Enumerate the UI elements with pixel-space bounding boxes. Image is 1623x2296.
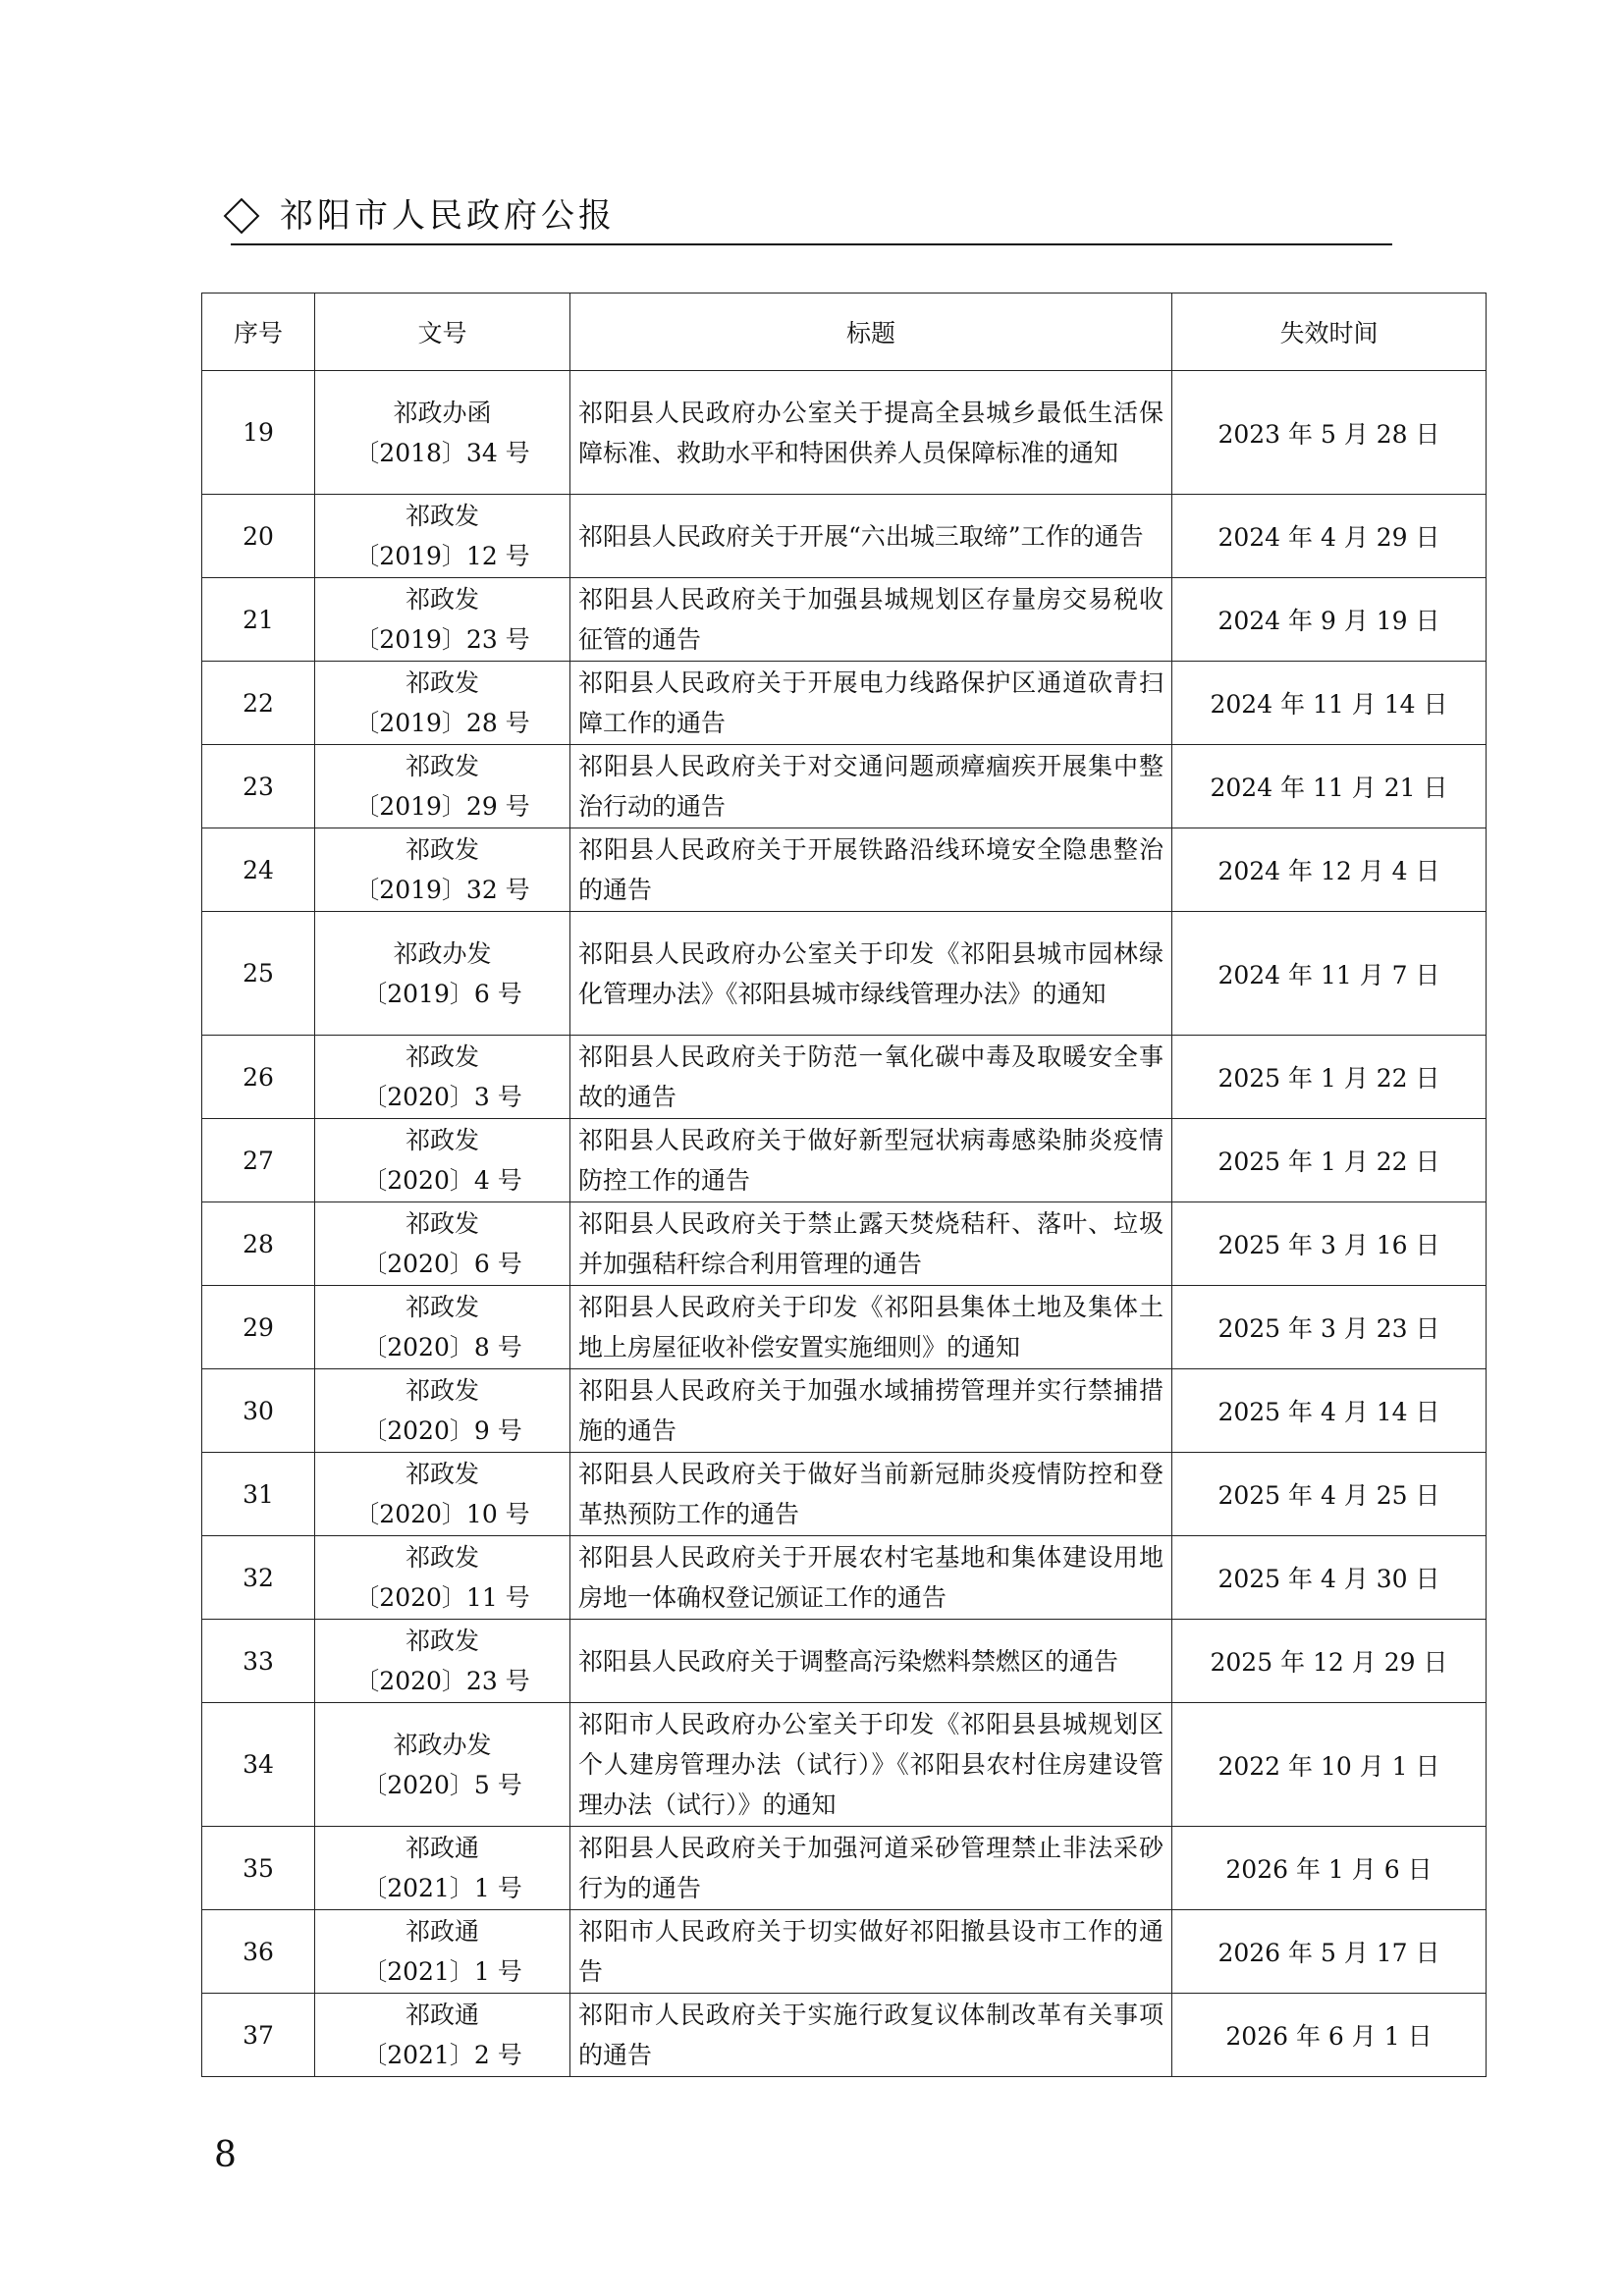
doc-number-prefix: 祁政发 — [405, 502, 479, 530]
cell-expiry-date: 2025 年 1 月 22 日 — [1172, 1036, 1487, 1119]
bulletin-header — [221, 192, 616, 240]
cell-index: 23 — [202, 745, 315, 828]
doc-number-prefix: 祁政发 — [405, 668, 479, 697]
cell-expiry-date: 2024 年 4 月 29 日 — [1172, 495, 1487, 578]
cell-doc-number — [315, 1453, 570, 1536]
doc-number-prefix: 祁政发 — [405, 835, 479, 864]
column-header-index: 序号 — [202, 294, 315, 371]
cell-doc-number — [315, 1119, 570, 1202]
table-row — [202, 1119, 1487, 1202]
cell-doc-number — [315, 495, 570, 578]
cell-index: 31 — [202, 1453, 315, 1536]
cell-doc-number — [315, 1202, 570, 1286]
doc-number-prefix: 祁政通 — [405, 2001, 479, 2029]
bulletin-title: 祁阳市人民政府公报 — [280, 196, 616, 236]
doc-number-prefix: 祁政发 — [405, 585, 479, 614]
doc-number-prefix: 祁政办发 — [393, 1730, 492, 1759]
cell-title: 祁阳县人民政府关于印发《祁阳县集体土地及集体土地上房屋征收补偿安置实施细则》的通知 — [570, 1286, 1172, 1369]
doc-number-serial: 〔2020〕8 号 — [362, 1333, 522, 1362]
cell-title: 祁阳市人民政府关于实施行政复议体制改革有关事项的通告 — [570, 1994, 1172, 2077]
cell-title: 祁阳市人民政府关于切实做好祁阳撤县设市工作的通告 — [570, 1910, 1172, 1994]
doc-number-prefix: 祁政通 — [405, 1834, 479, 1862]
cell-doc-number — [315, 1703, 570, 1827]
cell-index: 34 — [202, 1703, 315, 1827]
cell-doc-number — [315, 1620, 570, 1703]
doc-number-prefix: 祁政发 — [405, 1460, 479, 1488]
cell-doc-number — [315, 1286, 570, 1369]
doc-number-prefix: 祁政发 — [405, 1126, 479, 1154]
cell-expiry-date: 2024 年 11 月 21 日 — [1172, 745, 1487, 828]
cell-index: 19 — [202, 371, 315, 495]
doc-number-serial: 〔2021〕1 号 — [362, 1957, 522, 1986]
cell-index: 35 — [202, 1827, 315, 1910]
table-body — [202, 371, 1487, 2077]
cell-index: 30 — [202, 1369, 315, 1453]
table-row — [202, 1369, 1487, 1453]
cell-index: 25 — [202, 912, 315, 1036]
doc-number-serial: 〔2021〕1 号 — [362, 1874, 522, 1902]
doc-number-serial: 〔2019〕29 号 — [354, 792, 530, 821]
cell-expiry-date: 2024 年 11 月 14 日 — [1172, 662, 1487, 745]
column-header-doc-number: 文号 — [315, 294, 570, 371]
cell-expiry-date: 2022 年 10 月 1 日 — [1172, 1703, 1487, 1827]
table-row — [202, 828, 1487, 912]
cell-index: 24 — [202, 828, 315, 912]
cell-doc-number — [315, 371, 570, 495]
doc-number-serial: 〔2019〕12 号 — [354, 542, 530, 570]
table-row — [202, 495, 1487, 578]
expired-documents-table — [201, 293, 1487, 2077]
cell-title: 祁阳县人民政府关于开展电力线路保护区通道砍青扫障工作的通告 — [570, 662, 1172, 745]
doc-number-prefix: 祁政发 — [405, 1376, 479, 1405]
doc-number-serial: 〔2021〕2 号 — [362, 2041, 522, 2069]
cell-expiry-date: 2025 年 3 月 16 日 — [1172, 1202, 1487, 1286]
cell-expiry-date: 2026 年 6 月 1 日 — [1172, 1994, 1487, 2077]
table-row — [202, 1036, 1487, 1119]
cell-doc-number — [315, 1036, 570, 1119]
doc-number-serial: 〔2020〕11 号 — [354, 1583, 530, 1612]
doc-number-serial: 〔2020〕10 号 — [354, 1500, 530, 1528]
doc-number-serial: 〔2020〕5 号 — [362, 1770, 522, 1799]
doc-number-serial: 〔2020〕4 号 — [362, 1166, 522, 1195]
cell-expiry-date: 2024 年 9 月 19 日 — [1172, 578, 1487, 662]
cell-doc-number — [315, 662, 570, 745]
cell-expiry-date: 2026 年 1 月 6 日 — [1172, 1827, 1487, 1910]
table-row — [202, 1827, 1487, 1910]
header-rule — [231, 243, 1392, 245]
doc-number-prefix: 祁政发 — [405, 1293, 479, 1321]
doc-number-serial: 〔2018〕34 号 — [354, 438, 530, 467]
cell-expiry-date: 2025 年 12 月 29 日 — [1172, 1620, 1487, 1703]
cell-index: 27 — [202, 1119, 315, 1202]
table-row — [202, 1202, 1487, 1286]
table-row — [202, 1286, 1487, 1369]
cell-title: 祁阳县人民政府关于禁止露天焚烧秸秆、落叶、垃圾并加强秸秆综合利用管理的通告 — [570, 1202, 1172, 1286]
cell-title: 祁阳县人民政府关于加强河道采砂管理禁止非法采砂行为的通告 — [570, 1827, 1172, 1910]
table-row — [202, 662, 1487, 745]
table-row — [202, 1994, 1487, 2077]
cell-doc-number — [315, 1536, 570, 1620]
doc-number-serial: 〔2019〕28 号 — [354, 709, 530, 737]
doc-number-serial: 〔2020〕6 号 — [362, 1250, 522, 1278]
cell-expiry-date: 2025 年 4 月 30 日 — [1172, 1536, 1487, 1620]
cell-expiry-date: 2026 年 5 月 17 日 — [1172, 1910, 1487, 1994]
diamond-icon — [224, 198, 260, 235]
cell-index: 29 — [202, 1286, 315, 1369]
cell-title: 祁阳县人民政府办公室关于印发《祁阳县城市园林绿化管理办法》《祁阳县城市绿线管理办法》的通知 — [570, 912, 1172, 1036]
table-row — [202, 1536, 1487, 1620]
cell-doc-number — [315, 745, 570, 828]
cell-title: 祁阳市人民政府办公室关于印发《祁阳县县城规划区个人建房管理办法（试行）》《祁阳县农村住房建设管理办法（试行）》的通知 — [570, 1703, 1172, 1827]
cell-title: 祁阳县人民政府办公室关于提高全县城乡最低生活保障标准、救助水平和特困供养人员保障标准的通知 — [570, 371, 1172, 495]
cell-title: 祁阳县人民政府关于开展铁路沿线环境安全隐患整治的通告 — [570, 828, 1172, 912]
cell-index: 36 — [202, 1910, 315, 1994]
cell-expiry-date: 2025 年 3 月 23 日 — [1172, 1286, 1487, 1369]
cell-index: 26 — [202, 1036, 315, 1119]
cell-doc-number — [315, 912, 570, 1036]
cell-index: 37 — [202, 1994, 315, 2077]
cell-title: 祁阳县人民政府关于对交通问题顽瘴痼疾开展集中整治行动的通告 — [570, 745, 1172, 828]
cell-title: 祁阳县人民政府关于开展“六出城三取缔”工作的通告 — [570, 495, 1172, 578]
cell-index: 33 — [202, 1620, 315, 1703]
cell-doc-number — [315, 1369, 570, 1453]
doc-number-serial: 〔2020〕23 号 — [354, 1667, 530, 1695]
cell-title: 祁阳县人民政府关于做好当前新冠肺炎疫情防控和登革热预防工作的通告 — [570, 1453, 1172, 1536]
doc-number-serial: 〔2019〕6 号 — [362, 979, 522, 1008]
cell-title: 祁阳县人民政府关于开展农村宅基地和集体建设用地房地一体确权登记颁证工作的通告 — [570, 1536, 1172, 1620]
table-row — [202, 1703, 1487, 1827]
column-header-expiry: 失效时间 — [1172, 294, 1487, 371]
cell-title: 祁阳县人民政府关于加强水域捕捞管理并实行禁捕措施的通告 — [570, 1369, 1172, 1453]
cell-expiry-date: 2025 年 1 月 22 日 — [1172, 1119, 1487, 1202]
cell-index: 32 — [202, 1536, 315, 1620]
cell-doc-number — [315, 828, 570, 912]
cell-index: 22 — [202, 662, 315, 745]
doc-number-prefix: 祁政发 — [405, 752, 479, 780]
cell-doc-number — [315, 1910, 570, 1994]
doc-number-prefix: 祁政办函 — [393, 398, 492, 427]
table-row — [202, 745, 1487, 828]
cell-expiry-date: 2024 年 12 月 4 日 — [1172, 828, 1487, 912]
table-row — [202, 912, 1487, 1036]
cell-index: 20 — [202, 495, 315, 578]
table-row — [202, 1453, 1487, 1536]
doc-number-prefix: 祁政发 — [405, 1543, 479, 1572]
doc-number-prefix: 祁政发 — [405, 1627, 479, 1655]
table-header-row — [202, 294, 1487, 371]
cell-index: 28 — [202, 1202, 315, 1286]
cell-doc-number — [315, 1827, 570, 1910]
cell-expiry-date: 2023 年 5 月 28 日 — [1172, 371, 1487, 495]
table-row — [202, 1620, 1487, 1703]
doc-number-serial: 〔2020〕3 号 — [362, 1083, 522, 1111]
cell-expiry-date: 2025 年 4 月 25 日 — [1172, 1453, 1487, 1536]
doc-number-serial: 〔2020〕9 号 — [362, 1416, 522, 1445]
cell-doc-number — [315, 578, 570, 662]
column-header-title: 标题 — [570, 294, 1172, 371]
cell-doc-number — [315, 1994, 570, 2077]
doc-number-prefix: 祁政办发 — [393, 938, 492, 968]
cell-title: 祁阳县人民政府关于调整高污染燃料禁燃区的通告 — [570, 1620, 1172, 1703]
doc-number-serial: 〔2019〕32 号 — [354, 876, 530, 904]
doc-number-prefix: 祁政通 — [405, 1917, 479, 1946]
cell-index: 21 — [202, 578, 315, 662]
table-row — [202, 1910, 1487, 1994]
table-row — [202, 578, 1487, 662]
cell-expiry-date: 2025 年 4 月 14 日 — [1172, 1369, 1487, 1453]
cell-title: 祁阳县人民政府关于做好新型冠状病毒感染肺炎疫情防控工作的通告 — [570, 1119, 1172, 1202]
cell-title: 祁阳县人民政府关于加强县城规划区存量房交易税收征管的通告 — [570, 578, 1172, 662]
doc-number-prefix: 祁政发 — [405, 1209, 479, 1238]
cell-expiry-date: 2024 年 11 月 7 日 — [1172, 912, 1487, 1036]
page-number: 8 — [214, 2135, 237, 2175]
table-row — [202, 371, 1487, 495]
doc-number-prefix: 祁政发 — [405, 1042, 479, 1071]
doc-number-serial: 〔2019〕23 号 — [354, 625, 530, 654]
cell-title: 祁阳县人民政府关于防范一氧化碳中毒及取暖安全事故的通告 — [570, 1036, 1172, 1119]
